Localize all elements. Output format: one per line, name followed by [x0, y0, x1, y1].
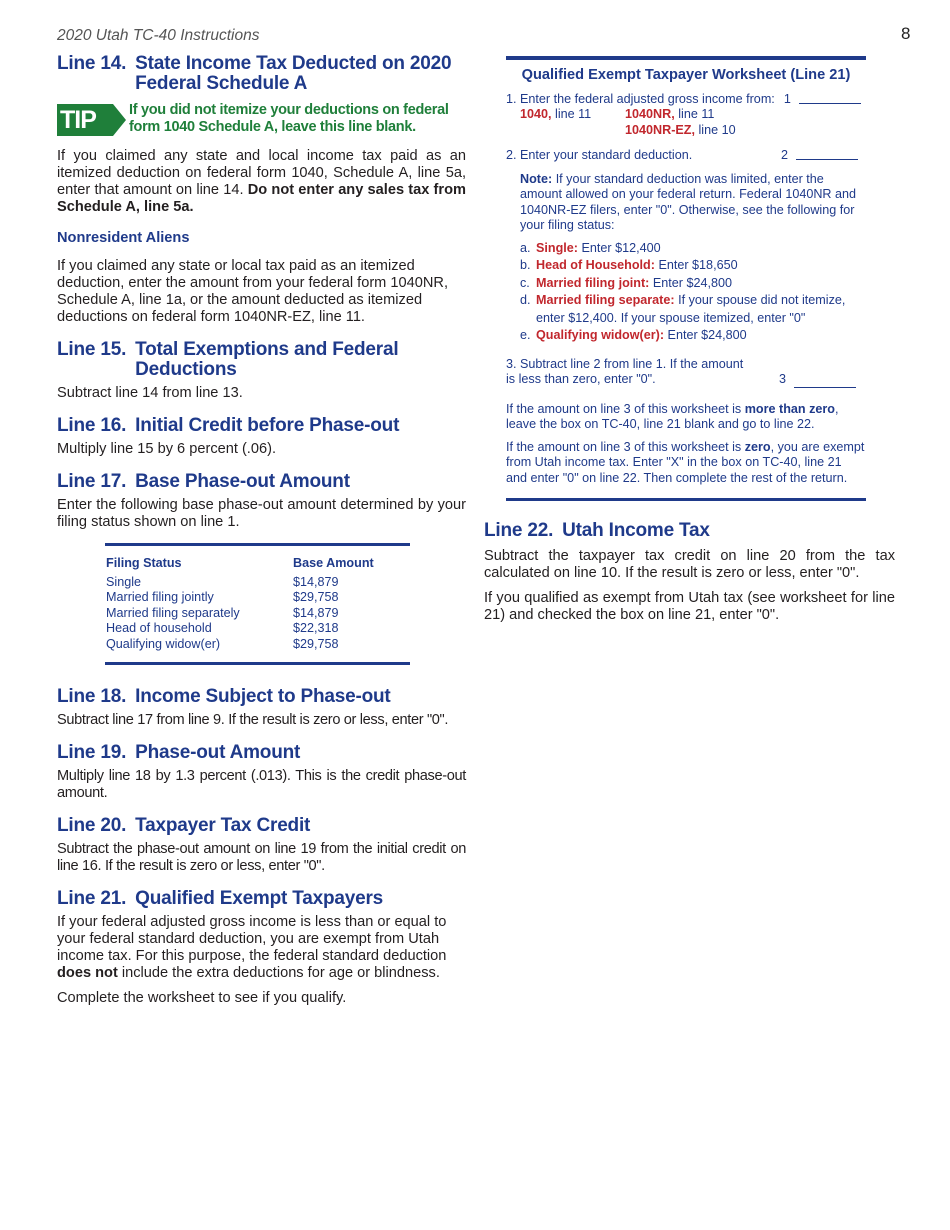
- line-20-section: [57, 816, 466, 875]
- form-1040-label: 1040,: [520, 107, 552, 121]
- worksheet-line-2: [506, 148, 866, 164]
- line-18-number: Line 18.: [57, 686, 127, 707]
- option-label: Single:: [536, 240, 578, 255]
- worksheet-line-1-number: 1: [783, 91, 791, 106]
- line-14-title: State Income Tax Deducted on 2020 Federal Schedule A: [135, 53, 452, 94]
- table-cell-amount: $29,758: [293, 590, 339, 604]
- worksheet-footnote-1: [506, 402, 866, 433]
- worksheet-note: [520, 172, 866, 234]
- worksheet-line-3-blank[interactable]: [794, 376, 856, 388]
- line-14-paragraph: [57, 148, 466, 216]
- line-14-number: Line 14.: [57, 53, 127, 74]
- option-label: Qualifying widow(er):: [536, 328, 665, 342]
- footnote-1-pre: If the amount on line 3 of this worksheet is: [506, 401, 742, 416]
- line-22-section: [484, 521, 895, 624]
- line-17-number: Line 17.: [57, 471, 127, 492]
- table-row: [105, 606, 410, 622]
- worksheet-title: Qualified Exempt Taxpayer Worksheet (Line 21): [521, 67, 851, 83]
- line-19-section: [57, 743, 466, 802]
- line-21-title: Qualified Exempt Taxpayers: [135, 888, 384, 909]
- worksheet-line-2-blank[interactable]: [796, 148, 858, 160]
- table-cell-status: Married filing jointly: [106, 590, 214, 604]
- line-22-paragraph-2: If you qualified as exempt from Utah tax (see worksheet for line 21) and checked the box on line 21, enter "0".: [484, 590, 895, 623]
- option-text: Enter $18,650: [658, 258, 738, 272]
- line-14-para-bold: Do not enter any sales tax from Schedule A, line 5a.: [57, 182, 466, 215]
- table-row: [105, 637, 410, 653]
- worksheet-line-1: [506, 92, 866, 139]
- option-text: Enter $12,400: [581, 240, 661, 255]
- form-1040nrez-label: 1040NR-EZ,: [625, 122, 695, 137]
- worksheet-line-3-number: 3: [779, 372, 787, 386]
- table-cell-amount: $14,879: [293, 574, 339, 589]
- tip-text: If you did not itemize your deductions on federal form 1040 Schedule A, leave this line blank.: [129, 102, 449, 135]
- qualified-exempt-worksheet: [506, 56, 866, 501]
- option-text: Enter $24,800: [652, 275, 732, 290]
- line-19-title: Phase-out Amount: [135, 742, 301, 763]
- line-19-paragraph: Multiply line 18 by 1.3 percent (.013). This is the credit phase-out amount.: [57, 768, 466, 801]
- table-cell-status: Married filing separately: [106, 605, 240, 620]
- line-18-title: Income Subject to Phase-out: [135, 686, 391, 707]
- line-21-para-post: include the extra deductions for age or blindness.: [121, 965, 440, 981]
- footnote-2-post: , you are exempt from Utah income tax. Enter "X" in the box on TC-40, line 21 and enter "0" on line 22. Then complete the rest of the return.: [506, 439, 865, 485]
- line-20-paragraph: Subtract the phase-out amount on line 19 from the initial credit on line 16. If the result is zero or less, enter "0".: [57, 841, 466, 874]
- line-15-section: [57, 340, 466, 402]
- line-18-section: [57, 687, 466, 729]
- table-header-row: [105, 556, 410, 572]
- right-column: [484, 56, 895, 632]
- tip-badge-label: TIP: [60, 106, 96, 134]
- line-15-heading: [57, 340, 466, 380]
- table-row: [105, 575, 410, 591]
- table-cell-amount: $14,879: [293, 605, 339, 620]
- worksheet-line-3-text: 3. Subtract line 2 from line 1. If the amount is less than zero, enter "0".: [506, 356, 744, 386]
- base-phase-out-table: [105, 543, 410, 665]
- line-16-section: [57, 416, 466, 458]
- filing-option: [520, 292, 866, 327]
- line-21-para-pre: If your federal adjusted gross income is less than or equal to your federal standard deduction, you are exempt from Utah income tax. For this purpose, the federal standard deduction: [57, 914, 447, 964]
- table-cell-status: Head of household: [106, 621, 212, 635]
- nonresident-aliens-heading: Nonresident Aliens: [57, 230, 190, 246]
- footnote-2-bold: zero: [744, 439, 771, 454]
- document-title: 2020 Utah TC-40 Instructions: [57, 27, 260, 44]
- table-row: [105, 621, 410, 637]
- table-cell-status: Single: [106, 574, 142, 589]
- table-row: [105, 590, 410, 606]
- option-label: Married filing separate:: [536, 293, 675, 307]
- line-19-heading: [57, 743, 466, 763]
- footnote-2-pre: If the amount on line 3 of this worksheet is: [506, 439, 742, 454]
- line-14-section: [57, 54, 466, 326]
- filing-option: [520, 240, 866, 258]
- line-21-heading: [57, 889, 466, 909]
- line-16-heading: [57, 416, 466, 436]
- line-21-para-bold: does not: [57, 965, 118, 981]
- line-22-heading: [484, 521, 895, 541]
- line-17-title: Base Phase-out Amount: [135, 471, 350, 492]
- worksheet-line-2-text: 2. Enter your standard deduction.: [506, 148, 693, 162]
- line-14-heading: [57, 54, 466, 94]
- note-text: If your standard deduction was limited, enter the amount allowed on your federal return. Federal 1040NR and 1040NR-EZ filers, enter "0". Otherwise, see the following for your filing status:: [520, 171, 857, 232]
- line-22-paragraph-1: Subtract the taxpayer tax credit on line 20 from the tax calculated on line 10. If the result is zero or less, enter "0".: [484, 548, 895, 581]
- line-17-paragraph: Enter the following base phase-out amount determined by your filing status shown on line 1.: [57, 497, 466, 530]
- line-16-title: Initial Credit before Phase-out: [135, 415, 400, 436]
- line-21-section: [57, 889, 466, 1007]
- filing-option: [520, 275, 866, 293]
- option-letter: a.: [520, 240, 531, 255]
- form-1040nr-line: line 11: [678, 107, 715, 121]
- worksheet-footnote-2: [506, 440, 866, 487]
- line-21-number: Line 21.: [57, 888, 127, 909]
- line-21-paragraph-2: Complete the worksheet to see if you qualify.: [57, 990, 347, 1006]
- page-number: 8: [901, 24, 911, 43]
- line-22-number: Line 22.: [484, 520, 554, 541]
- line-18-paragraph: Subtract line 17 from line 9. If the result is zero or less, enter "0".: [57, 712, 449, 728]
- worksheet-line-1-blank[interactable]: [799, 92, 861, 104]
- option-letter: b.: [520, 258, 531, 272]
- left-column: [57, 54, 466, 1015]
- footnote-1-post: , leave the box on TC-40, line 21 blank and go to line 22.: [506, 401, 839, 431]
- line-17-heading: [57, 472, 466, 492]
- option-letter: e.: [520, 328, 531, 342]
- option-text: If your spouse did not itemize, enter $12,400. If your spouse itemized, enter "0": [536, 293, 846, 325]
- filing-option: [520, 257, 866, 275]
- line-20-title: Taxpayer Tax Credit: [135, 815, 311, 836]
- table-cell-amount: $22,318: [293, 621, 339, 635]
- line-16-paragraph: Multiply line 15 by 6 percent (.06).: [57, 441, 277, 457]
- table-cell-status: Qualifying widow(er): [106, 636, 221, 651]
- worksheet-line-3: [506, 357, 866, 388]
- option-letter: d.: [520, 293, 531, 307]
- line-16-number: Line 16.: [57, 415, 127, 436]
- line-20-heading: [57, 816, 466, 836]
- form-1040nrez-line: line 10: [698, 122, 736, 137]
- line-19-number: Line 19.: [57, 742, 127, 763]
- form-1040-line: line 11: [555, 107, 592, 121]
- line-22-title: Utah Income Tax: [562, 520, 710, 541]
- filing-option: [520, 327, 866, 345]
- table-header-base-amount: Base Amount: [293, 556, 374, 570]
- option-text: Enter $24,800: [667, 328, 747, 342]
- nonresident-aliens-paragraph: If you claimed any state or local tax paid as an itemized deduction, enter the amount from your federal form 1040NR, Schedule A, line 1a, or the amount deducted as itemized deductions on federal form 1040NR-EZ, line 11.: [57, 258, 448, 325]
- table-cell-amount: $29,758: [293, 636, 339, 651]
- form-1040nr-label: 1040NR,: [625, 107, 675, 121]
- line-15-title: Total Exemptions and Federal Deductions: [135, 339, 399, 380]
- line-20-number: Line 20.: [57, 815, 127, 836]
- tip-arrow-icon: [57, 104, 113, 136]
- note-label: Note:: [520, 171, 553, 186]
- line-18-heading: [57, 687, 466, 707]
- footnote-1-bold: more than zero: [744, 401, 835, 416]
- table-header-filing-status: Filing Status: [106, 556, 182, 570]
- worksheet-line-2-number: 2: [781, 148, 789, 162]
- option-letter: c.: [520, 275, 530, 290]
- option-label: Head of Household:: [536, 258, 655, 272]
- option-label: Married filing joint:: [536, 275, 650, 290]
- worksheet-line-1-text: 1. Enter the federal adjusted gross income from:: [506, 91, 775, 106]
- tip-callout: [57, 102, 466, 136]
- line-14-para-text: If you claimed any state and local income tax paid as an itemized deduction on federal form 1040, Schedule A, line 5a, enter that amount on line 14.: [57, 148, 466, 198]
- line-17-section: [57, 472, 466, 665]
- line-15-number: Line 15.: [57, 339, 127, 360]
- line-21-paragraph: [57, 914, 466, 982]
- line-15-paragraph: Subtract line 14 from line 13.: [57, 385, 243, 401]
